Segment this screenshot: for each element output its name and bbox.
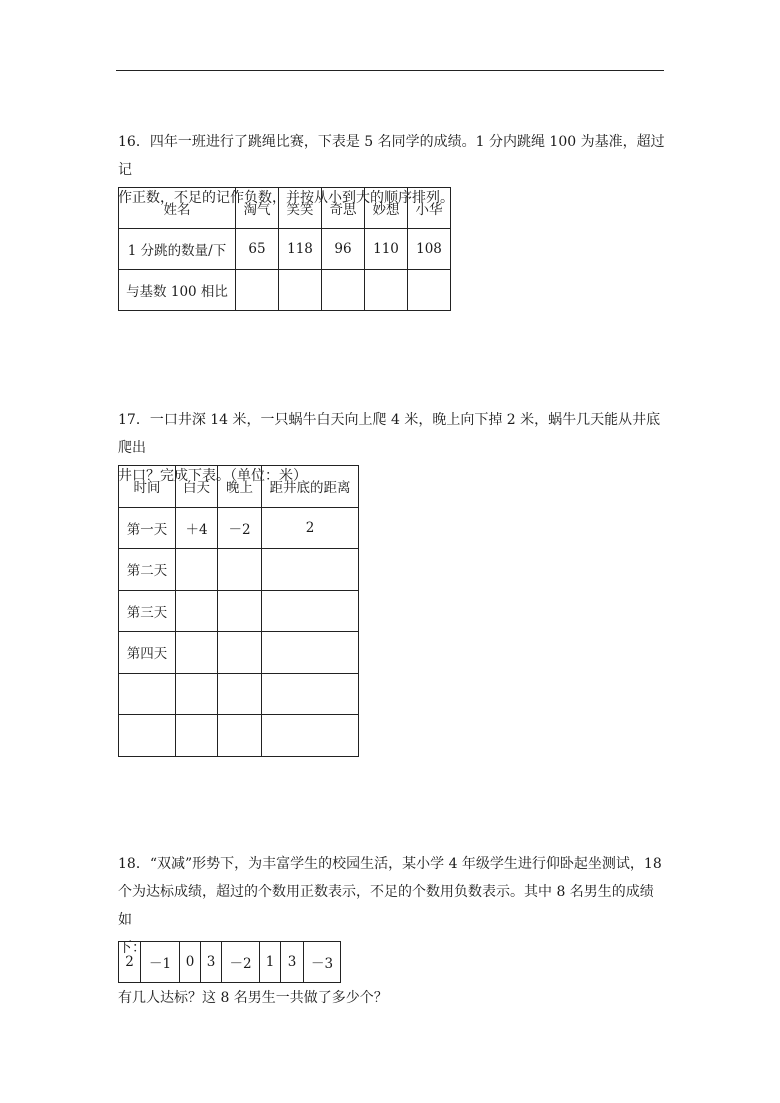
table-cell: 65 [236, 229, 279, 270]
table-cell: 第二天 [119, 549, 176, 591]
table-row [119, 466, 359, 508]
answer-cell[interactable] [176, 632, 218, 674]
table-cell: 96 [322, 229, 365, 270]
table-cell: 妙想 [365, 188, 408, 229]
table-cell: 时间 [119, 466, 176, 508]
answer-cell[interactable] [365, 270, 408, 311]
q18-scores-table [118, 941, 341, 983]
table-cell: 小华 [408, 188, 451, 229]
table-cell: ＋4 [176, 507, 218, 549]
answer-cell[interactable] [218, 549, 262, 591]
table-row [119, 229, 451, 270]
score-cell: 3 [201, 942, 222, 983]
table-row [119, 549, 359, 591]
table-cell: 晚上 [218, 466, 262, 508]
score-cell: 1 [260, 942, 281, 983]
table-cell: 第四天 [119, 632, 176, 674]
answer-cell[interactable] [262, 715, 359, 757]
table-cell: 奇思 [322, 188, 365, 229]
table-row [119, 632, 359, 674]
q18-text-line-2: 个为达标成绩，超过的个数用正数表示，不足的个数用负数表示。其中 8 名男生的成绩如 [118, 884, 654, 928]
score-cell: 3 [281, 942, 304, 983]
answer-cell[interactable] [279, 270, 322, 311]
answer-cell[interactable] [176, 590, 218, 632]
table-cell: 108 [408, 229, 451, 270]
q18-text-line-3: 下： [118, 940, 146, 956]
table-cell: 与基数 100 相比 [119, 270, 236, 311]
q16-text-line-1: 16．四年一班进行了跳绳比赛，下表是 5 名同学的成绩。1 分内跳绳 100 为基准，超过记 [118, 134, 665, 178]
table-row [119, 673, 359, 715]
answer-cell[interactable] [218, 673, 262, 715]
table-cell: 淘气 [236, 188, 279, 229]
table-cell: 1 分跳的数量/下 [119, 229, 236, 270]
q17-text-line-2: 井口？完成下表。（单位：米） [118, 468, 307, 484]
q17-text-line-1: 17．一口井深 14 米，一只蜗牛白天向上爬 4 米，晚上向下掉 2 米，蜗牛几天能从井底爬出 [118, 412, 661, 456]
score-cell: 0 [180, 942, 201, 983]
answer-cell[interactable] [236, 270, 279, 311]
answer-cell[interactable] [262, 590, 359, 632]
table-cell: 第三天 [119, 590, 176, 632]
answer-cell[interactable] [176, 549, 218, 591]
table-row [119, 188, 451, 229]
table-cell: 110 [365, 229, 408, 270]
table-row [119, 942, 341, 983]
table-cell: 姓名 [119, 188, 236, 229]
score-cell: －2 [222, 942, 260, 983]
table-cell: 笑笑 [279, 188, 322, 229]
q17-table [118, 465, 359, 757]
table-row [119, 590, 359, 632]
answer-cell[interactable] [119, 715, 176, 757]
answer-cell[interactable] [262, 549, 359, 591]
table-cell: 白天 [176, 466, 218, 508]
table-row [119, 715, 359, 757]
answer-cell[interactable] [218, 590, 262, 632]
table-cell: 第一天 [119, 507, 176, 549]
answer-cell[interactable] [262, 632, 359, 674]
table-cell: 2 [262, 507, 359, 549]
score-cell: 2 [119, 942, 141, 983]
q18-question: 有几人达标？这 8 名男生一共做了多少个？ [118, 990, 388, 1006]
table-cell: 距井底的距离 [262, 466, 359, 508]
score-cell: －3 [304, 942, 341, 983]
answer-cell[interactable] [408, 270, 451, 311]
table-row [119, 270, 451, 311]
answer-cell[interactable] [218, 632, 262, 674]
table-row [119, 507, 359, 549]
table-cell: －2 [218, 507, 262, 549]
answer-cell[interactable] [262, 673, 359, 715]
answer-cell[interactable] [218, 715, 262, 757]
header-rule [116, 70, 664, 71]
answer-cell[interactable] [322, 270, 365, 311]
q16-text-line-2: 作正数，不足的记作负数，并按从小到大的顺序排列。 [118, 190, 454, 206]
answer-cell[interactable] [176, 673, 218, 715]
answer-cell[interactable] [176, 715, 218, 757]
q16-table [118, 187, 451, 311]
score-cell: －1 [141, 942, 180, 983]
table-cell: 118 [279, 229, 322, 270]
answer-cell[interactable] [119, 673, 176, 715]
q18-text-line-1: 18．“双减”形势下，为丰富学生的校园生活，某小学 4 年级学生进行仰卧起坐测试，18 [118, 856, 662, 872]
